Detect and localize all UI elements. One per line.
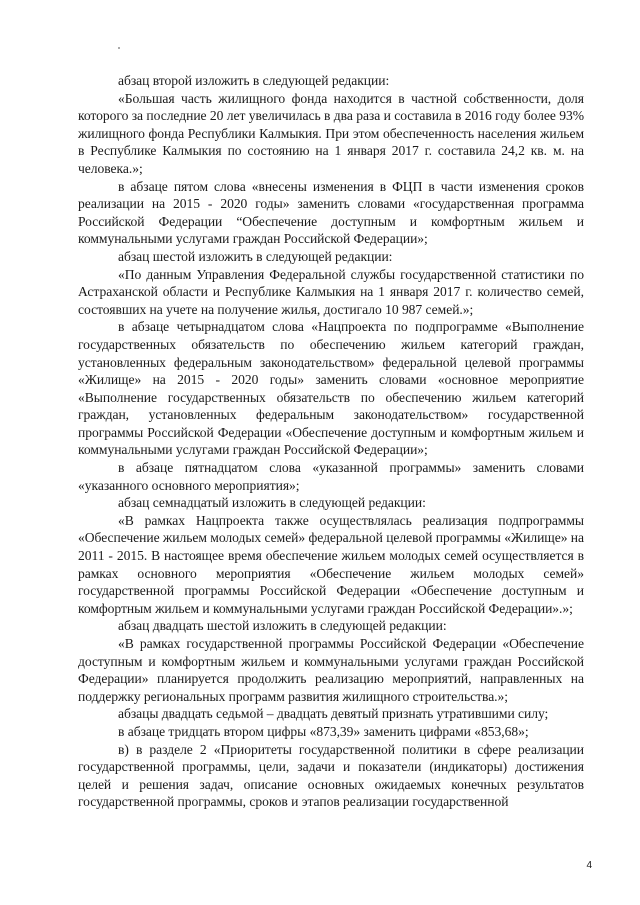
paragraph: «Большая часть жилищного фонда находится в частной собственности, доля которого за последние 20 лет увеличилась в два раза и составила в 2016 году более 93% жилищного фонда Республики Калмыкия. При этом обеспеченность населения жильем в Республике Калмыкия по состоянию на 1 января 2017 г. составила 24,2 кв. м. на человека.»; [78,90,584,176]
paragraph: в) в разделе 2 «Приоритеты государственной политики в сфере реализации государственной программы, цели, задачи и показатели (индикаторы) достижения целей и решения задач, описание основных ожидаемых конечных результатов государственной программы, сроков и этапов реализации государственной [78,741,584,810]
paragraph: в абзаце пятнадцатом слова «указанной программы» заменить словами «указанного основного мероприятия»; [78,460,584,493]
paragraph: «По данным Управления Федеральной службы государственной статистики по Астраханской области и Республике Калмыкия на 1 января 2017 г. количество семей, состоявших на учете на получение жилья, достигало 10 987 семей.»; [78,266,584,317]
paragraph: в абзаце тридцать втором цифры «873,39» заменить цифрами «853,68»; [118,723,529,739]
paragraph: абзац второй изложить в следующей редакции: [118,73,390,88]
paragraph: в абзаце четырнадцатом слова «Нацпроекта по подпрограмме «Выполнение государственных обязательств по обеспечению жильем категорий граждан, установленных федеральным законодательством» федеральной целевой программы «Жилище» на 2015 - 2020 годы» заменить словами «основное мероприятие «Выполнение государственных обязательств по обеспечению жильем категорий граждан, установленных федеральным законодательством» государственной программы Российской Федерации «Обеспечение доступным и комфортным жильем и коммунальными услугами граждан Российской Федерации»; [78,319,584,458]
paragraph: абзац семнадцатый изложить в следующей редакции: [118,495,426,511]
paragraph: абзац шестой изложить в следующей редакции: [118,248,393,264]
paragraph: абзацы двадцать седьмой – двадцать девятый признать утратившими силу; [118,706,549,722]
paragraph: «В рамках Нацпроекта также осуществлялась реализация подпрограммы «Обеспечение жильем молодых семей» федеральной целевой программы «Жилище» на 2011 - 2015. В настоящее время обеспечение жильем молодых семей осуществляется в рамках основного мероприятия «Обеспечение жильем молодых семей» государственной программы Российской Федерации «Обеспечение доступным и комфортным жильем и коммунальными услугами граждан Российской Федерации».»; [78,512,584,616]
scan-speck [118,47,120,49]
paragraph: «В рамках государственной программы Российской Федерации «Обеспечение доступным и комфортным жильем и коммунальными услугами граждан Российской Федерации» планируется продолжить реализацию мероприятий, направленных на поддержку региональных программ развития жилищного строительства.»; [78,636,584,704]
paragraph: в абзаце пятом слова «внесены изменения в ФЦП в части изменения сроков реализации на 2015 - 2020 годы» заменить словами «государственная программа Российской Федерации “Обеспечение доступным и комфортным жильем и коммунальными услугами граждан Российской Федерации»; [78,178,584,247]
paragraph: абзац двадцать шестой изложить в следующей редакции: [118,618,447,634]
page-number: 4 [586,860,592,871]
